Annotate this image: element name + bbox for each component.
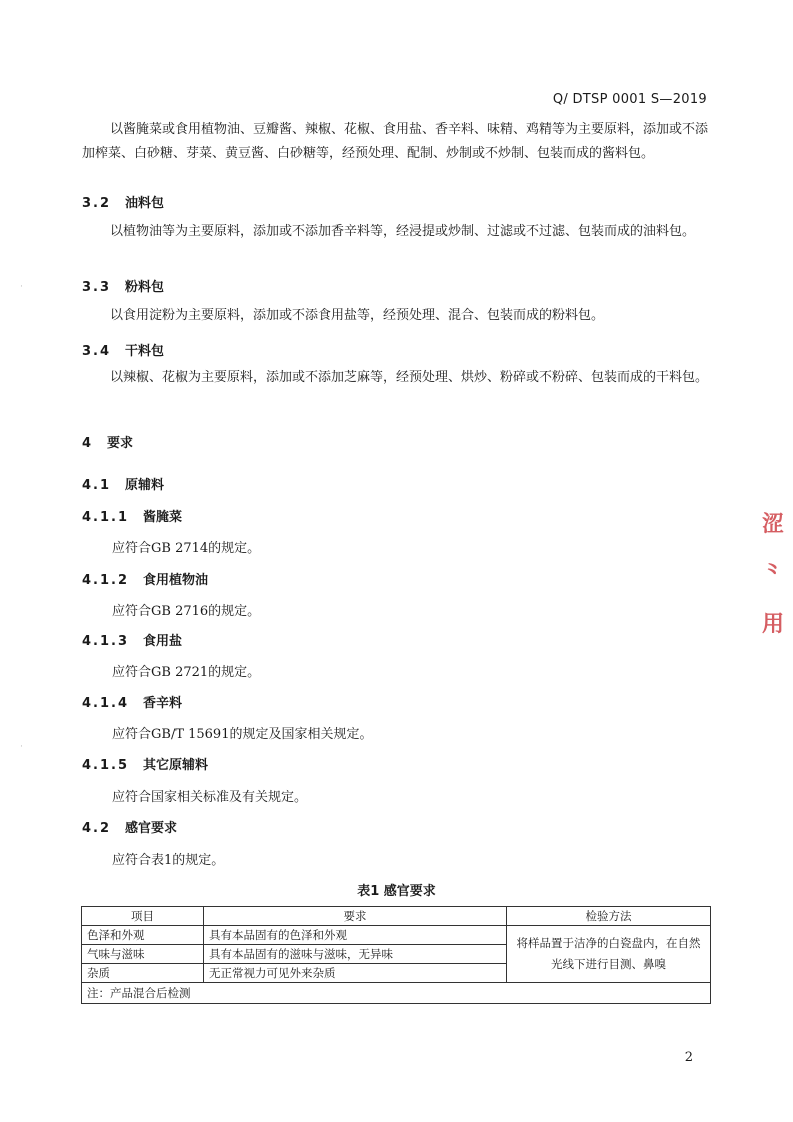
section-number: 3.4 bbox=[82, 344, 112, 359]
section-heading-3-2 bbox=[82, 192, 164, 211]
section-number: 4.1 bbox=[82, 478, 112, 493]
stamp-glyph: 用 bbox=[761, 612, 784, 637]
section-number: 4.2 bbox=[82, 821, 112, 836]
section-text-4-1-3: 应符合GB 2721的规定。 bbox=[112, 665, 261, 680]
section-number: 4 bbox=[82, 436, 94, 451]
section-title: 粉料包 bbox=[125, 280, 165, 295]
section-number: 4.1.1 bbox=[82, 510, 130, 525]
section-heading-4-1-3 bbox=[82, 630, 182, 649]
section-heading-4 bbox=[82, 432, 133, 451]
table-cell-method: 将样品置于洁净的白瓷盘内，在自然光线下进行目测、鼻嗅 bbox=[507, 926, 711, 983]
section-text-4-1-1: 应符合GB 2714的规定。 bbox=[112, 541, 261, 556]
table-header-cell: 要求 bbox=[204, 907, 507, 926]
section-paragraph-3-4: 以辣椒、花椒为主要原料，添加或不添加芝麻等，经预处理、烘炒、粉碎或不粉碎、包装而成的干料包。 bbox=[110, 370, 709, 385]
section-title: 食用盐 bbox=[143, 634, 183, 649]
table-cell-requirement: 具有本品固有的滋味与滋味，无异味 bbox=[204, 945, 507, 964]
section-number: 3.3 bbox=[82, 280, 112, 295]
section-title: 要求 bbox=[107, 436, 134, 451]
table-cell-requirement: 无正常视力可见外来杂质 bbox=[204, 964, 507, 983]
section-title: 油料包 bbox=[125, 196, 165, 211]
table-cell-requirement: 具有本品固有的色泽和外观 bbox=[204, 926, 507, 945]
table-header-cell: 项目 bbox=[82, 907, 204, 926]
section-title: 干料包 bbox=[125, 344, 165, 359]
section-title: 酱腌菜 bbox=[143, 510, 183, 525]
table-cell-item: 色泽和外观 bbox=[82, 926, 204, 945]
section-heading-4-1-5 bbox=[82, 754, 208, 773]
section-title: 香辛料 bbox=[143, 696, 183, 711]
table-row bbox=[82, 926, 711, 945]
section-number: 3.2 bbox=[82, 196, 112, 211]
section-number: 4.1.2 bbox=[82, 573, 130, 588]
table-note-row bbox=[82, 983, 711, 1004]
section-heading-4-2 bbox=[82, 817, 177, 836]
section-text-4-2: 应符合表1的规定。 bbox=[112, 853, 225, 868]
section-heading-4-1-2 bbox=[82, 569, 208, 588]
table-cell-item: 杂质 bbox=[82, 964, 204, 983]
seal-stamp bbox=[753, 500, 793, 660]
section-text-4-1-4: 应符合GB/T 15691的规定及国家相关规定。 bbox=[112, 727, 373, 742]
section-number: 4.1.3 bbox=[82, 634, 130, 649]
scan-mark: · bbox=[20, 742, 23, 752]
section-heading-4-1-4 bbox=[82, 692, 182, 711]
section-title: 其它原辅料 bbox=[143, 758, 209, 773]
section-heading-3-4 bbox=[82, 340, 164, 359]
section-paragraph-3-2: 以植物油等为主要原料，添加或不添加香辛料等，经浸提或炒制、过滤或不过滤、包装而成的油料包。 bbox=[110, 224, 696, 239]
table-note: 注：产品混合后检测 bbox=[82, 983, 711, 1004]
document-code: Q/ DTSP 0001 S—2019 bbox=[552, 92, 707, 107]
section-text-4-1-2: 应符合GB 2716的规定。 bbox=[112, 604, 261, 619]
scan-mark: · bbox=[20, 282, 23, 292]
section-title: 原辅料 bbox=[125, 478, 165, 493]
stamp-glyph: ⺀ bbox=[761, 562, 784, 587]
page-number: 2 bbox=[684, 1050, 693, 1065]
stamp-glyph: 涩 bbox=[761, 512, 784, 537]
sensory-requirements-table bbox=[81, 906, 711, 1004]
section-text-4-1-5: 应符合国家相关标准及有关规定。 bbox=[112, 790, 308, 805]
section-paragraph-3-3: 以食用淀粉为主要原料，添加或不添食用盐等，经预处理、混合、包装而成的粉料包。 bbox=[110, 308, 605, 323]
section-title: 感官要求 bbox=[125, 821, 178, 836]
section-number: 4.1.4 bbox=[82, 696, 130, 711]
section-title: 食用植物油 bbox=[143, 573, 209, 588]
section-number: 4.1.5 bbox=[82, 758, 130, 773]
table-header-row bbox=[82, 907, 711, 926]
table-header-cell: 检验方法 bbox=[507, 907, 711, 926]
intro-paragraph: 以酱腌菜或食用植物油、豆瓣酱、辣椒、花椒、食用盐、香辛料、味精、鸡精等为主要原料，添加或不添加榨菜、白砂糖、芽菜、黄豆酱、白砂糖等，经预处理、配制、炒制或不炒制、包装而成的酱料包。 bbox=[82, 122, 709, 161]
section-heading-3-3 bbox=[82, 276, 164, 295]
section-heading-4-1-1 bbox=[82, 506, 182, 525]
table-cell-item: 气味与滋味 bbox=[82, 945, 204, 964]
table-caption: 表1 感官要求 bbox=[357, 884, 436, 899]
section-heading-4-1 bbox=[82, 474, 164, 493]
